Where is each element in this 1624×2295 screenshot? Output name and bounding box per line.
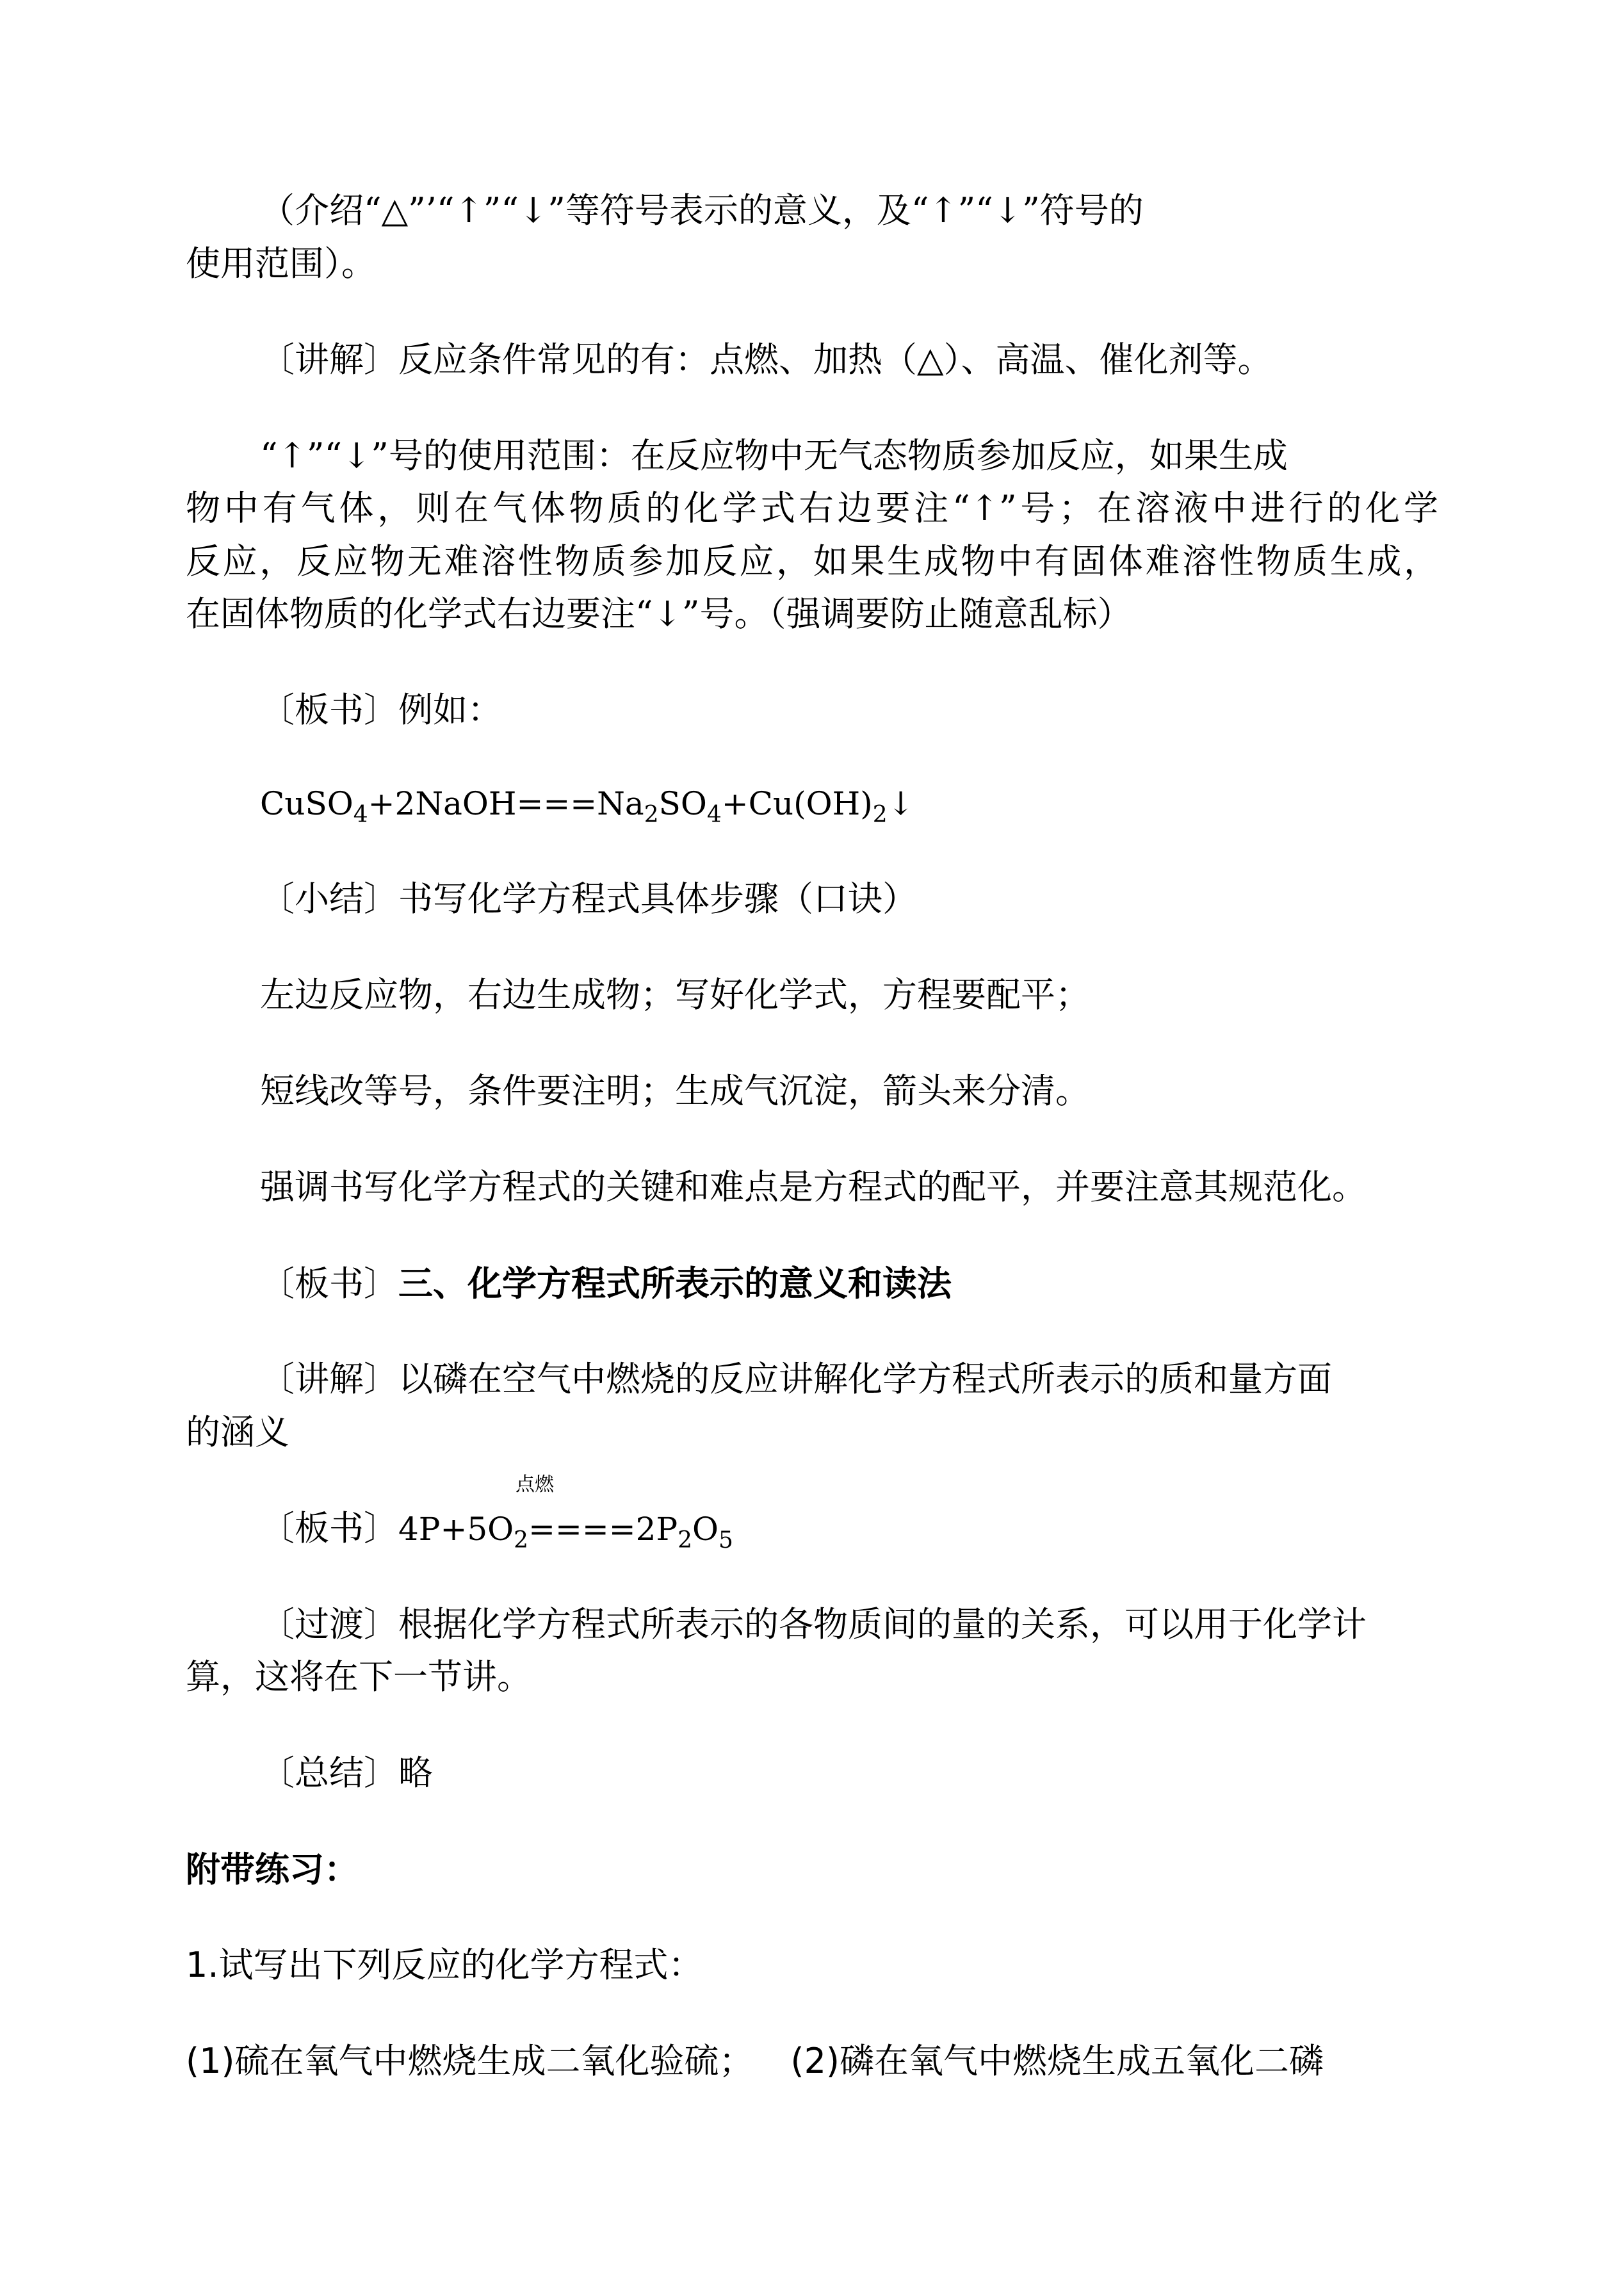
eq1-sub-c: 4 <box>706 802 722 828</box>
paragraph-arrow-usage-line-4: 在固体物质的化学式右边要注“↓”号。（强调要防止随意乱标） <box>186 594 1132 634</box>
lecture-tag: 〔讲解〕 <box>260 339 398 380</box>
paragraph-phosphorus-line-2: 的涵义 <box>186 1412 289 1452</box>
paragraph-conditions-text: 反应条件常见的有：点燃、加热（△）、高温、催化剂等。 <box>398 339 1272 380</box>
emphasis-paragraph: 强调书写化学方程式的关键和难点是方程式的配平，并要注意其规范化。 <box>260 1167 1367 1207</box>
eq2-sub-c: 5 <box>719 1527 733 1553</box>
summary-tag: 〔小结〕 <box>260 879 398 919</box>
section-three-title: 三、化学方程式所表示的意义和读法 <box>398 1263 952 1304</box>
conclusion-tag: 〔总结〕 <box>260 1753 398 1793</box>
eq1-precipitate-arrow: ↓ <box>887 785 914 822</box>
paragraph-conclusion-text: 略 <box>398 1753 433 1793</box>
eq1-sub-d: 2 <box>872 802 888 828</box>
item-text-2: 磷在氧气中燃烧生成五氧化二磷 <box>840 2041 1324 2081</box>
question-number: 1. <box>186 1945 219 1985</box>
eq2-sub-a: 2 <box>514 1527 529 1553</box>
paragraph-arrow-usage-line-2: 物中有气体，则在气体物质的化学式右边要注“↑”号；在溶液中进行的化学 <box>186 488 1438 528</box>
item-text-1: 硫在氧气中燃烧生成二氧化验硫； <box>234 2041 754 2081</box>
eq2-sub-b: 2 <box>678 1527 693 1553</box>
item-number-2: (2) <box>790 2041 840 2081</box>
paragraph-summary-text: 书写化学方程式具体步骤（口诀） <box>398 879 917 919</box>
paragraph-symbols-line-1: （介绍“△”’“↑”“↓”等符号表示的意义，及“↑”“↓”符号的 <box>260 190 1144 231</box>
eq1-sub-a: 4 <box>353 802 368 828</box>
item-number-1: (1) <box>186 2041 235 2081</box>
board-tag: 〔板书〕 <box>260 1508 398 1548</box>
reaction-condition-label: 点燃 <box>516 1473 554 1496</box>
paragraph-arrow-usage-line-1: “↑”“↓”号的使用范围：在反应物中无气态物质参加反应，如果生成 <box>260 435 1288 476</box>
question-text: 试写出下列反应的化学方程式： <box>218 1945 703 1985</box>
board-tag: 〔板书〕 <box>260 690 398 730</box>
paragraph-symbols-line-2: 使用范围）。 <box>186 243 376 284</box>
paragraph-arrow-usage-line-3: 反应，反应物无难溶性物质参加反应，如果生成物中有固体难溶性物质生成， <box>186 541 1438 581</box>
eq1-part-d: +Cu(OH) <box>721 785 873 822</box>
paragraph-transition-line-1: 〔过渡〕根据化学方程式所表示的各物质间的量的关系，可以用于化学计 <box>260 1604 1367 1644</box>
paragraph-transition-line-2: 算，这将在下一节讲。 <box>186 1657 532 1697</box>
section-three-heading <box>260 1263 952 1304</box>
equation-phosphorus <box>260 1508 733 1553</box>
mnemonic-line-1: 左边反应物，右边生成物；写好化学式，方程要配平； <box>260 975 1090 1015</box>
eq1-part-a: CuSO <box>260 785 353 822</box>
eq2-part-a: 4P+5O <box>398 1511 514 1548</box>
eq2-part-b: ====2P <box>528 1511 678 1548</box>
practice-question-1-items <box>186 2041 1324 2082</box>
eq2-part-c: O <box>692 1511 719 1548</box>
eq2-formula <box>398 1511 733 1553</box>
paragraph-conclusion <box>260 1753 433 1794</box>
paragraph-example-text: 例如： <box>398 690 502 730</box>
practice-heading: 附带练习： <box>186 1849 359 1890</box>
board-tag: 〔板书〕 <box>260 1263 398 1304</box>
mnemonic-line-2: 短线改等号，条件要注明；生成气沉淀，箭头来分清。 <box>260 1071 1090 1111</box>
eq1-part-c: SO <box>658 785 707 822</box>
eq1-sub-b: 2 <box>644 802 659 828</box>
paragraph-phosphorus-line-1: 〔讲解〕以磷在空气中燃烧的反应讲解化学方程式所表示的质和量方面 <box>260 1359 1332 1399</box>
equation-copper-sulfate <box>260 783 914 828</box>
paragraph-example <box>260 690 502 731</box>
practice-question-1 <box>186 1945 703 1986</box>
paragraph-conditions <box>260 339 1272 380</box>
eq1-part-b: +2NaOH===Na <box>368 785 644 822</box>
paragraph-summary <box>260 879 917 920</box>
